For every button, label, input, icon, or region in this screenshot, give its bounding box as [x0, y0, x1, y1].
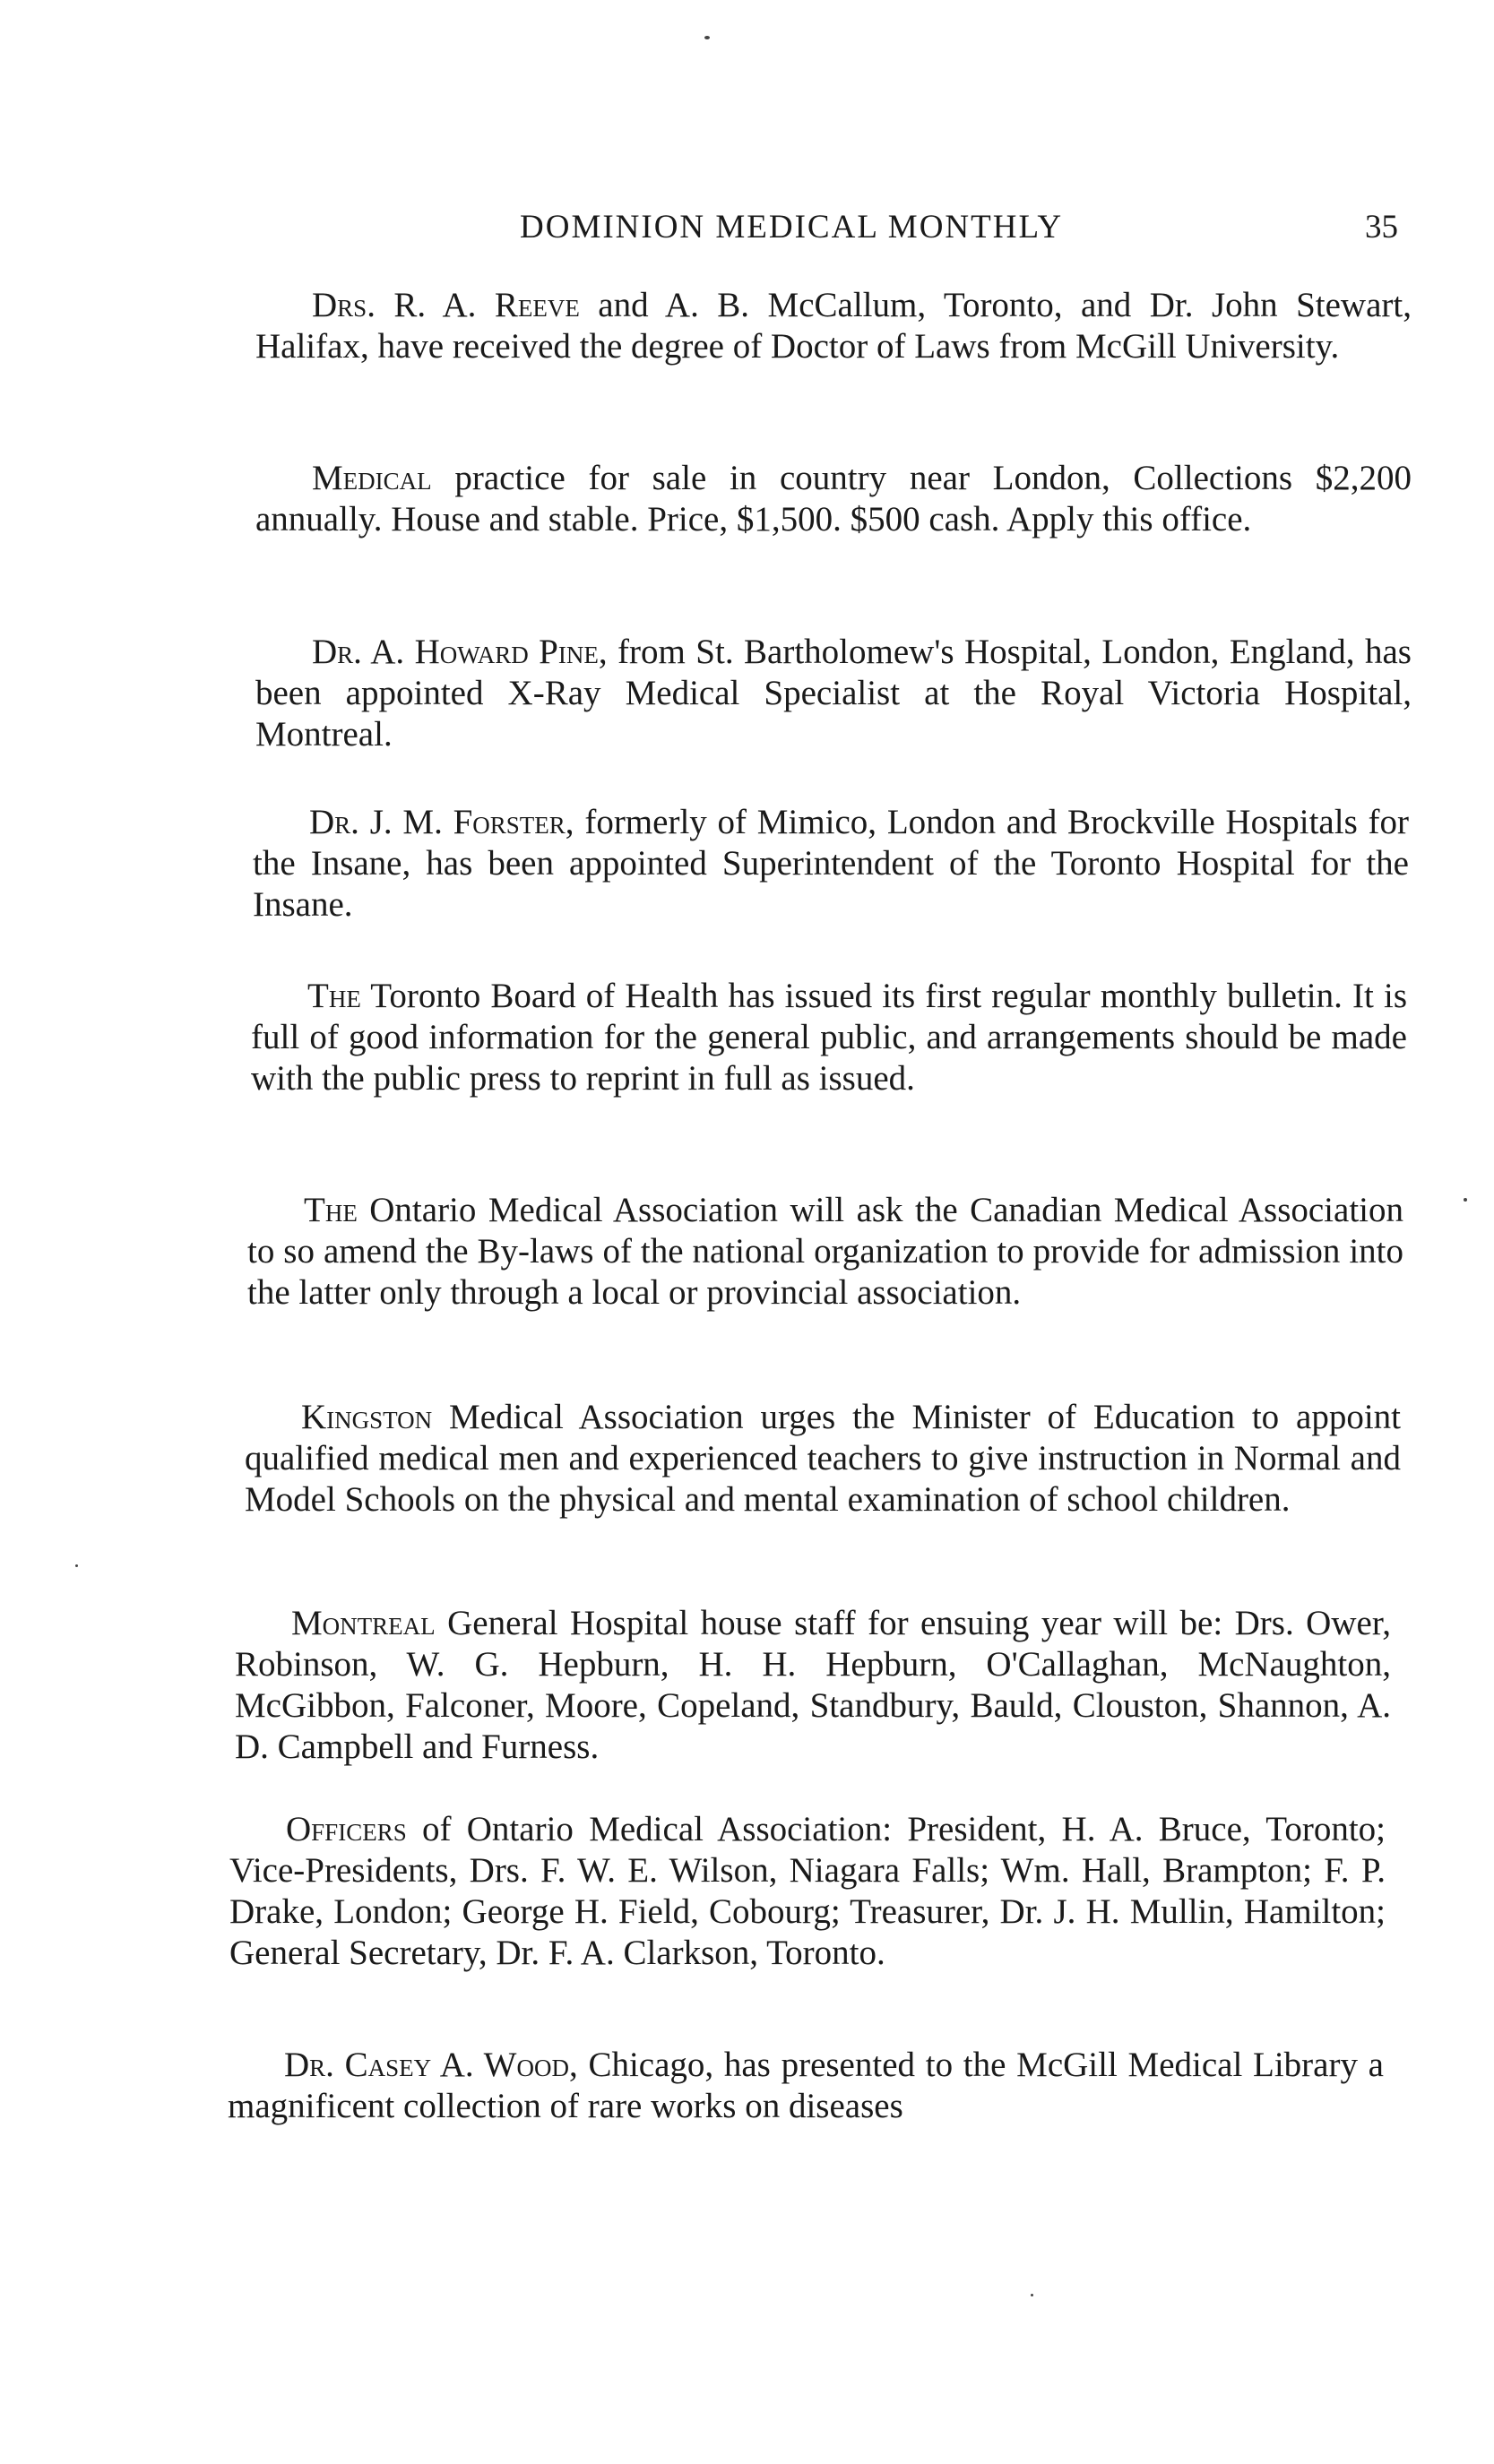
- item-lead: Drs. R. A. Reeve: [312, 286, 580, 324]
- item-lead: Officers: [286, 1810, 407, 1848]
- item-lead: Dr. Casey A. Wood,: [284, 2046, 578, 2084]
- page-number: 35: [1365, 209, 1398, 246]
- news-item-library-donation: [228, 2045, 1384, 2127]
- journal-title: DOMINION MEDICAL MONTHLY: [520, 209, 1064, 246]
- item-text: of Ontario Medical Association: President, H. A. Bruce, Toronto; Vice-Presidents, Drs. F. W. E. Wilson, Niagara Falls; Wm. Hall, Brampton; F. P. Drake, London; George H. Field, Cobourg; Treasurer, Dr. J. H. Mullin, Hamilton; General Secretary, Dr. F. A. Clarkson, Toronto.: [229, 1810, 1386, 1972]
- news-item-montreal-house-staff: [235, 1603, 1391, 1768]
- item-text: Toronto Board of Health has issued its first regular monthly bulletin. It is full of good information for the general public, and arrangements should be made with the public press to reprint in full as issued.: [251, 977, 1407, 1098]
- item-lead: The: [307, 977, 361, 1015]
- news-item-practice-for-sale: [255, 458, 1412, 540]
- item-text: Medical Association urges the Minister of Education to appoint qualified medical men and experienced teachers to give instruction in Normal and Model Schools on the physical and mental examination of school children.: [245, 1398, 1401, 1519]
- scan-speck: [1464, 1198, 1467, 1202]
- item-text: and A. B. McCallum, Toronto, and Dr. John Stewart, Halifax, have received the degree of Doctor of Laws from McGill University.: [255, 286, 1412, 366]
- item-text: Ontario Medical Association will ask the Canadian Medical Association to so amend the By-laws of the national organization to provide for admission into the latter only through a local or provincial association.: [247, 1191, 1403, 1312]
- news-item-kingston-association: [245, 1397, 1401, 1521]
- scan-speck: [704, 36, 710, 39]
- item-text: practice for sale in country near London, Collections $2,200 annually. House and stable. Price, $1,500. $500 cash. Apply this office.: [255, 459, 1412, 538]
- news-item-association-officers: [229, 1809, 1386, 1974]
- scan-speck: [75, 1564, 78, 1567]
- news-item-honorary-degrees: [255, 285, 1412, 367]
- news-item-bylaws-amendment: [247, 1190, 1403, 1314]
- item-text: Chicago, has presented to the McGill Medical Library a magnificent collection of rare works on diseases: [228, 2046, 1384, 2125]
- scan-speck: [1031, 2294, 1033, 2296]
- running-head: [251, 208, 1398, 253]
- item-lead: Medical: [312, 459, 432, 497]
- item-text: from St. Bartholomew's Hospital, London, England, has been appointed X-Ray Medical Specialist at the Royal Victoria Hospital, Montreal.: [255, 633, 1412, 754]
- item-text: General Hospital house staff for ensuing year will be: Drs. Ower, Robinson, W. G. Hepburn, H. H. Hepburn, O'Callaghan, McNaughton, McGibbon, Falconer, Moore, Copeland, Standbury, Bauld, Clouston, Shannon, A. D. Campbell and Furness.: [235, 1604, 1391, 1766]
- item-lead: Dr. J. M. Forster,: [309, 803, 574, 841]
- item-lead: The: [304, 1191, 358, 1229]
- item-lead: Dr. A. Howard Pine,: [312, 633, 608, 671]
- news-item-xray-appointment: [255, 632, 1412, 755]
- news-item-board-of-health-bulletin: [251, 976, 1407, 1099]
- item-text: formerly of Mimico, London and Brockville Hospitals for the Insane, has been appointed Superintendent of the Toronto Hospital for the Insane.: [253, 803, 1409, 924]
- item-lead: Kingston: [301, 1398, 433, 1436]
- item-lead: Montreal: [291, 1604, 436, 1642]
- news-item-superintendent-appointment: [253, 802, 1409, 926]
